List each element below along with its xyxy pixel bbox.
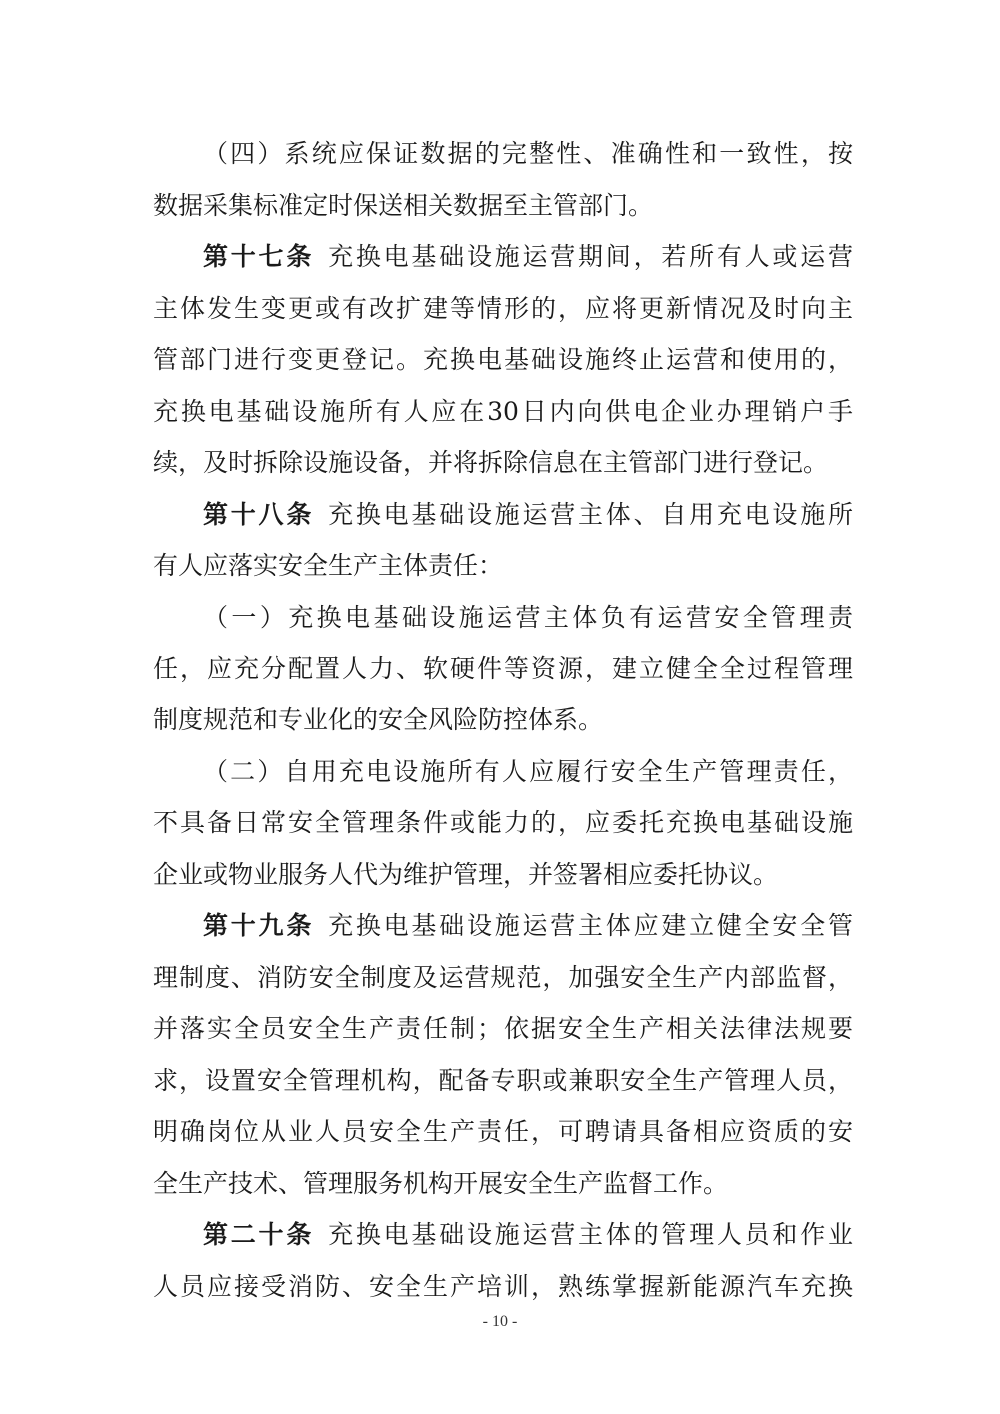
paragraph-line: （一）充换电基础设施运营主体负有运营安全管理责 (203, 603, 853, 632)
paragraph-line: 人员应接受消防、安全生产培训，熟练掌握新能源汽车充换 (153, 1272, 853, 1301)
article-17-first-line: 第十七条 充换电基础设施运营期间，若所有人或运营 (203, 242, 853, 271)
article-20-first-line: 第二十条 充换电基础设施运营主体的管理人员和作业 (203, 1220, 853, 1249)
article-19-first-line: 第十九条 充换电基础设施运营主体应建立健全安全管 (203, 911, 853, 940)
article-heading: 第十七条 (203, 242, 315, 271)
paragraph-line: 理制度、消防安全制度及运营规范，加强安全生产内部监督， (153, 963, 853, 992)
paragraph-line: （二）自用充电设施所有人应履行安全生产管理责任， (203, 757, 853, 786)
page-number: - 10 - (482, 1313, 518, 1330)
paragraph-line: 续，及时拆除设施设备，并将拆除信息在主管部门进行登记。 (153, 448, 829, 477)
paragraph-line: 明确岗位从业人员安全生产责任，可聘请具备相应资质的安 (153, 1117, 853, 1146)
paragraph-line: 数据采集标准定时保送相关数据至主管部门。 (153, 191, 654, 220)
paragraph-line: 主体发生变更或有改扩建等情形的，应将更新情况及时向主 (153, 294, 853, 323)
paragraph-line: 求，设置安全管理机构，配备专职或兼职安全生产管理人员， (153, 1066, 853, 1095)
paragraph-line: 任，应充分配置人力、软硬件等资源，建立健全全过程管理 (153, 654, 853, 683)
article-heading: 第十九条 (203, 911, 315, 940)
article-heading: 第十八条 (203, 500, 315, 529)
paragraph-line: （四）系统应保证数据的完整性、准确性和一致性，按 (203, 139, 853, 168)
article-heading: 第二十条 (203, 1220, 315, 1249)
paragraph-line: 不具备日常安全管理条件或能力的，应委托充换电基础设施 (153, 808, 853, 837)
paragraph-line: 企业或物业服务人代为维护管理，并签署相应委托协议。 (153, 860, 779, 889)
paragraph-line: 有人应落实安全生产主体责任： (153, 551, 504, 580)
paragraph-line: 并落实全员安全生产责任制；依据安全生产相关法律法规要 (153, 1014, 853, 1043)
article-18-first-line: 第十八条 充换电基础设施运营主体、自用充电设施所 (203, 500, 853, 529)
paragraph-line: 充换电基础设施所有人应在30日内向供电企业办理销户手 (153, 397, 853, 426)
paragraph-line: 制度规范和专业化的安全风险防控体系。 (153, 705, 604, 734)
paragraph-line: 管部门进行变更登记。充换电基础设施终止运营和使用的， (153, 345, 853, 374)
paragraph-line: 全生产技术、管理服务机构开展安全生产监督工作。 (153, 1169, 729, 1198)
